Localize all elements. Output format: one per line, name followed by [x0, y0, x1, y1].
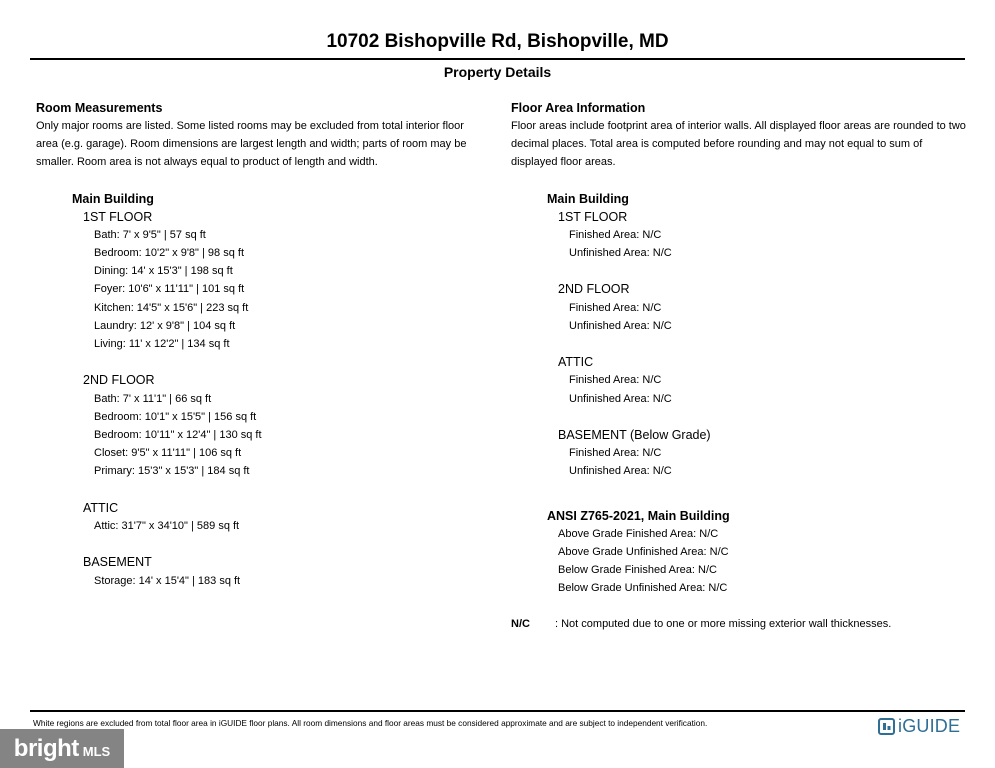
- area-line: Finished Area: N/C: [569, 301, 662, 314]
- iguide-logo-text: iGUIDE: [898, 715, 961, 736]
- area-line: Finished Area: N/C: [569, 228, 662, 241]
- ansi-line: Above Grade Unfinished Area: N/C: [558, 546, 729, 559]
- room-line: Bedroom: 10'11" x 12'4" | 130 sq ft: [94, 429, 262, 442]
- footer-divider: [30, 710, 965, 712]
- page-subtitle: Property Details: [443, 64, 552, 80]
- room-line: Bedroom: 10'2" x 9'8" | 98 sq ft: [94, 247, 245, 260]
- room-line: Primary: 15'3" x 15'3" | 184 sq ft: [94, 465, 250, 478]
- room-line: Dining: 14' x 15'3" | 198 sq ft: [94, 265, 233, 278]
- room-line: Living: 11' x 12'2" | 134 sq ft: [94, 338, 230, 351]
- area-line: Unfinished Area: N/C: [569, 465, 672, 478]
- room-line: Laundry: 12' x 9'8" | 104 sq ft: [94, 319, 236, 332]
- header-divider: [30, 58, 965, 60]
- page-title: 10702 Bishopville Rd, Bishopville, MD: [326, 31, 669, 52]
- room-line: Kitchen: 14'5" x 15'6" | 223 sq ft: [94, 301, 249, 314]
- room-floor-heading: ATTIC: [83, 500, 119, 515]
- mls-wordmark: MLS: [82, 743, 111, 759]
- room-building-heading: Main Building: [72, 191, 154, 206]
- area-line: Unfinished Area: N/C: [569, 319, 672, 332]
- legend-text: : Not computed due to one or more missing exterior wall thicknesses.: [555, 617, 892, 630]
- room-line: Foyer: 10'6" x 11'11" | 101 sq ft: [94, 283, 245, 296]
- room-line: Bedroom: 10'1" x 15'5" | 156 sq ft: [94, 410, 257, 423]
- room-floor-heading: 1ST FLOOR: [83, 209, 153, 224]
- area-floor-heading: 1ST FLOOR: [558, 209, 628, 224]
- area-line: Unfinished Area: N/C: [569, 247, 672, 260]
- room-floor-heading: 2ND FLOOR: [83, 373, 155, 388]
- floor-area-section: [511, 100, 971, 633]
- room-floor-heading: BASEMENT: [83, 555, 152, 570]
- room-line: Bath: 7' x 11'1" | 66 sq ft: [94, 392, 212, 405]
- room-line: Attic: 31'7" x 34'10" | 589 sq ft: [94, 520, 240, 533]
- room-line: Closet: 9'5" x 11'11" | 106 sq ft: [94, 447, 242, 460]
- room-building-block: [36, 190, 486, 590]
- ansi-line: Above Grade Finished Area: N/C: [558, 527, 719, 540]
- legend-code: N/C: [511, 617, 530, 630]
- footer-disclaimer: White regions are excluded from total floor area in iGUIDE floor plans. All room dimensions and floor areas must be considered approximate and are subject to independent verification.: [33, 718, 708, 728]
- room-measurements-section: [36, 100, 486, 590]
- area-floor-heading: ATTIC: [558, 355, 594, 370]
- iguide-logo: [878, 716, 960, 736]
- room-line: Bath: 7' x 9'5" | 57 sq ft: [94, 228, 206, 241]
- ansi-line: Below Grade Finished Area: N/C: [558, 564, 717, 577]
- room-measurements-heading: Room Measurements: [36, 101, 163, 115]
- room-measurements-note: Only major rooms are listed. Some listed rooms may be excluded from total interior floor area (e.g. garage). Room dimensions are largest length and width; parts of room may be smaller. Room area is not always equal to product of length and width.: [36, 120, 467, 169]
- area-building-block: [511, 190, 971, 598]
- room-line: Storage: 14' x 15'4" | 183 sq ft: [94, 574, 241, 587]
- floor-area-note: Floor areas include footprint area of interior walls. All displayed floor areas are rounded to two decimal places. Total area is computed before rounding and may not equal to sum of displayed floor areas.: [511, 120, 966, 169]
- iguide-icon: [878, 718, 895, 735]
- area-floor-heading: 2ND FLOOR: [558, 282, 630, 297]
- area-building-heading: Main Building: [547, 191, 629, 206]
- area-line: Finished Area: N/C: [569, 374, 662, 387]
- area-floor-heading: BASEMENT (Below Grade): [558, 428, 711, 442]
- floor-area-heading: Floor Area Information: [511, 101, 646, 115]
- area-line: Finished Area: N/C: [569, 447, 662, 460]
- area-line: Unfinished Area: N/C: [569, 392, 672, 405]
- bright-wordmark: bright: [13, 734, 79, 762]
- ansi-line: Below Grade Unfinished Area: N/C: [558, 582, 728, 595]
- ansi-heading: ANSI Z765-2021, Main Building: [547, 508, 730, 523]
- nc-legend: [511, 615, 971, 633]
- bright-mls-watermark: [0, 729, 124, 768]
